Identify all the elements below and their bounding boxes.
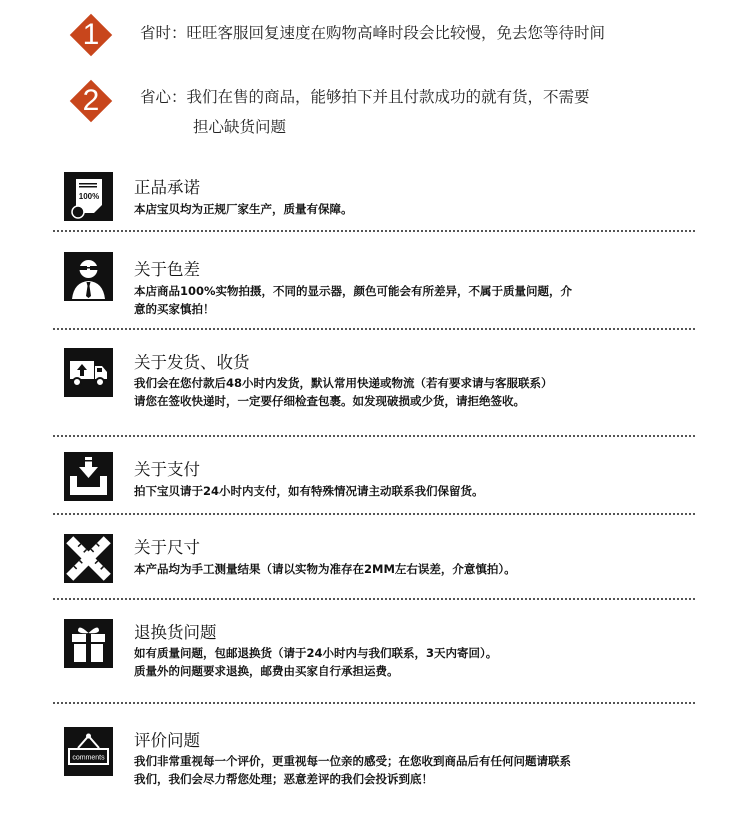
section-title: 正品承诺 — [134, 178, 200, 197]
section-description: 本产品均为手工测量结果（请以实物为准存在2MM左右误差，介意慎拍）。 — [134, 562, 516, 576]
comments-sign-icon — [64, 727, 113, 776]
section-description: 本店宝贝均为正规厂家生产，质量有保障。 — [134, 202, 353, 216]
certificate-100-icon — [64, 172, 113, 221]
gift-box-icon — [64, 619, 113, 668]
dotted-divider — [53, 598, 695, 600]
section-description: 本店商品100%实物拍摄，不同的显示器，颜色可能会有所差异，不属于质量问题，介 意的买家慎拍！ — [134, 284, 573, 316]
promise-text: 旺旺客服回复速度在购物高峰时段会比较慢，免去您等待时间 — [186, 24, 606, 42]
section-description: 我们会在您付款后48小时内发货，默认常用快递或物流（若有要求请与客服联系） 请您在签收快递时，一定要仔细检查包裹。如发现破损或少货，请拒绝签收。 — [134, 376, 553, 408]
svg-text:comments: comments — [72, 754, 105, 762]
ruler-cross-icon — [64, 534, 113, 583]
promise-text-continued: 担心缺货问题 — [193, 118, 287, 136]
section-title: 关于尺寸 — [134, 538, 200, 557]
section-description: 如有质量问题，包邮退换货（请于24小时内与我们联系，3天内寄回）。 质量外的问题要求退换，邮费由买家自行承担运费。 — [134, 646, 498, 678]
svg-text:100%: 100% — [78, 192, 100, 201]
promise-text: 我们在售的商品，能够拍下并且付款成功的就有货，不需要 — [186, 88, 590, 106]
section-description: 拍下宝贝请于24小时内支付，如有特殊情况请主动联系我们保留货。 — [134, 484, 484, 498]
dotted-divider — [53, 702, 695, 704]
section-description: 我们非常重视每一个评价，更重视每一位亲的感受；在您收到商品后有任何问题请联系 我们，我们会尽力帮您处理；恶意差评的我们会投诉到底！ — [134, 754, 571, 786]
section-title: 关于支付 — [134, 460, 200, 479]
section-title: 评价问题 — [134, 731, 200, 750]
payment-tray-icon — [64, 452, 113, 501]
dotted-divider — [53, 328, 695, 330]
dotted-divider — [53, 513, 695, 515]
section-title: 退换货问题 — [134, 623, 217, 642]
service-person-icon — [64, 252, 113, 301]
promise-label: 省心： — [140, 88, 187, 106]
section-title: 关于发货、收货 — [134, 353, 250, 372]
delivery-truck-icon — [64, 348, 113, 397]
promise-number: 1 — [82, 18, 100, 51]
dotted-divider — [53, 230, 695, 232]
promise-number: 2 — [82, 84, 100, 117]
section-title: 关于色差 — [134, 260, 200, 279]
dotted-divider — [53, 435, 695, 437]
promise-label: 省时： — [140, 24, 187, 42]
